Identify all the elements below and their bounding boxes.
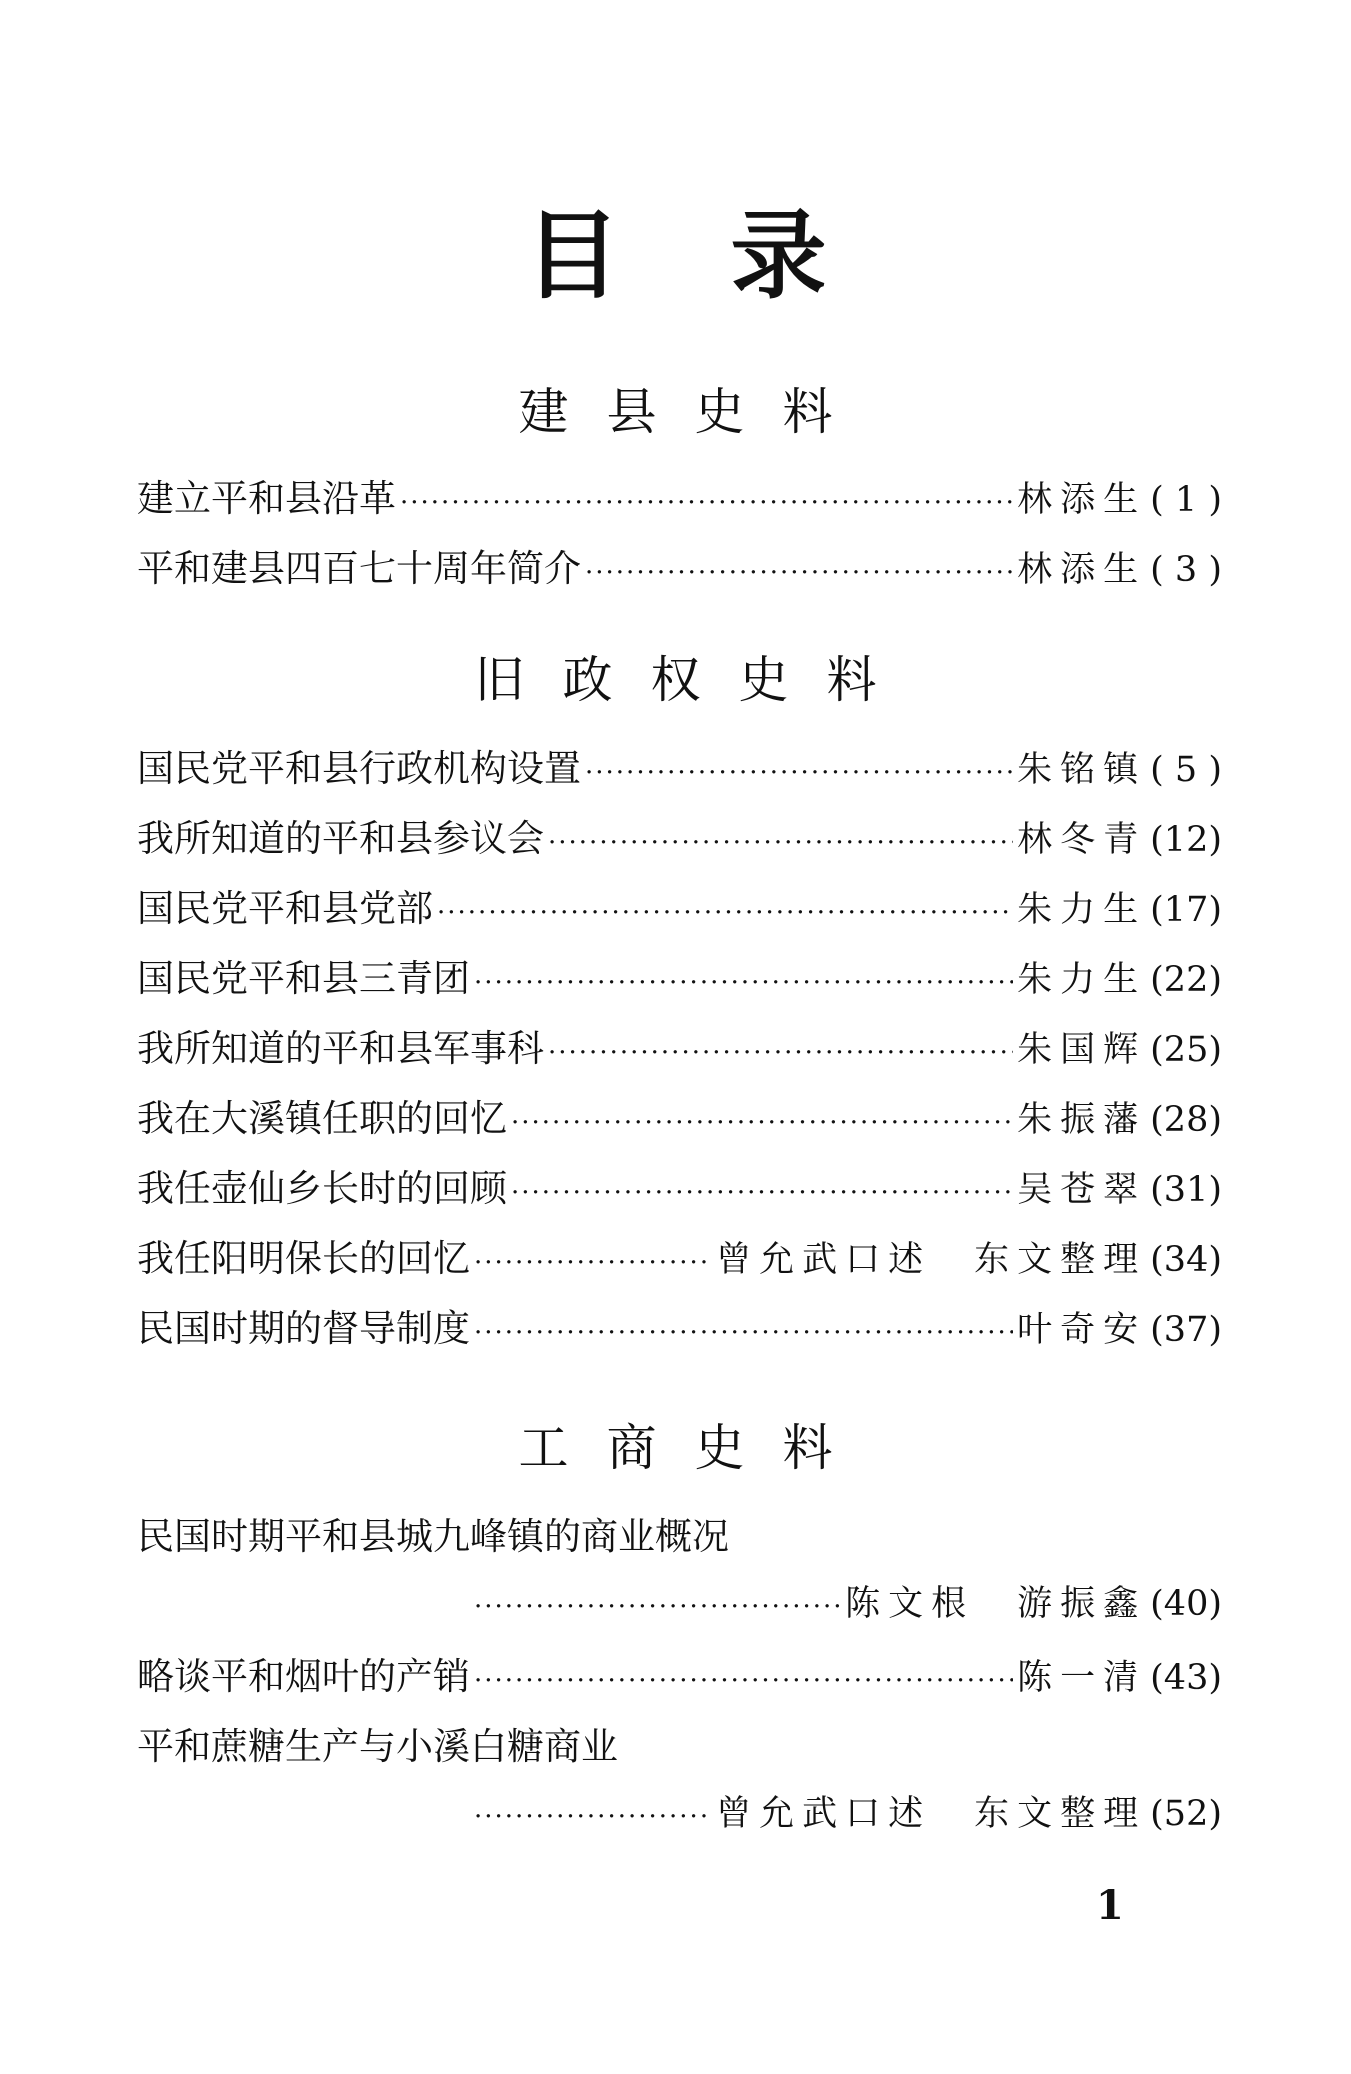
leader-dots <box>474 1666 1013 1696</box>
toc-entry-author: 林添生 <box>1017 550 1147 590</box>
toc-entry-title: 我任阳明保长的回忆 <box>137 1237 470 1280</box>
toc-entry[interactable] <box>137 1018 1222 1088</box>
leader-dots <box>511 1108 1013 1138</box>
toc-entry-page: ( 3 ) <box>1150 550 1222 590</box>
leader-dots <box>474 1592 841 1622</box>
toc-entry-title: 我在大溪镇任职的回忆 <box>137 1097 507 1140</box>
page-title: 目录 <box>524 200 937 312</box>
toc-entry-continuation[interactable] <box>470 1786 1222 1856</box>
leader-dots <box>585 558 1013 588</box>
toc-entry[interactable] <box>137 948 1222 1018</box>
leader-dots <box>548 828 1013 858</box>
leader-dots <box>474 1248 712 1278</box>
leader-dots <box>585 758 1013 788</box>
toc-entry[interactable] <box>137 1506 1222 1576</box>
toc-entry-page: (31) <box>1150 1170 1222 1210</box>
toc-entry-author: 吴苍翠 <box>1017 1170 1147 1210</box>
page-number: 1 <box>1096 1882 1124 1929</box>
leader-dots <box>511 1178 1013 1208</box>
toc-entry-page: ( 5 ) <box>1150 750 1222 790</box>
toc-entry-author: 朱力生 <box>1017 960 1147 1000</box>
toc-entry-page: ( 1 ) <box>1150 480 1222 520</box>
toc-entry-title: 国民党平和县三青团 <box>137 957 470 1000</box>
toc-entry[interactable] <box>137 1646 1222 1716</box>
leader-dots <box>474 968 1013 998</box>
leader-dots <box>474 1318 1013 1348</box>
toc-entry-author: 曾允武口述 东文整理 <box>716 1794 1147 1834</box>
toc-entry-title: 国民党平和县行政机构设置 <box>137 747 581 790</box>
toc-entry[interactable] <box>137 1088 1222 1158</box>
section-heading-gongshang: 工商史料 <box>518 1419 871 1477</box>
toc-entry-author: 曾允武口述 东文整理 <box>716 1240 1147 1280</box>
toc-entry[interactable] <box>137 538 1222 608</box>
toc-entry-page: (43) <box>1150 1658 1222 1698</box>
toc-entry-author: 陈一清 <box>1017 1658 1147 1698</box>
toc-entry-author: 陈文根 游振鑫 <box>845 1584 1147 1624</box>
toc-entry-title: 平和建县四百七十周年简介 <box>137 547 581 590</box>
toc-entry-author: 朱振藩 <box>1017 1100 1147 1140</box>
toc-entry[interactable] <box>137 738 1222 808</box>
toc-entry-title: 我所知道的平和县参议会 <box>137 817 544 860</box>
section-heading-jianxian: 建县史料 <box>518 383 871 441</box>
leader-dots <box>548 1038 1013 1068</box>
toc-entry-author: 朱国辉 <box>1017 1030 1147 1070</box>
toc-entry-page: (25) <box>1150 1030 1222 1070</box>
toc-entry-title: 我任壶仙乡长时的回顾 <box>137 1167 507 1210</box>
toc-entry-title: 我所知道的平和县军事科 <box>137 1027 544 1070</box>
toc-entry-page: (28) <box>1150 1100 1222 1140</box>
toc-entry-title: 建立平和县沿革 <box>137 477 396 520</box>
toc-entry-title: 国民党平和县党部 <box>137 887 433 930</box>
toc-entry[interactable] <box>137 468 1222 538</box>
leader-dots <box>474 1802 712 1832</box>
toc-entry-title: 民国时期平和县城九峰镇的商业概况 <box>137 1515 729 1558</box>
section-heading-jiuzhengquan: 旧政权史料 <box>474 651 915 709</box>
toc-entry-title: 民国时期的督导制度 <box>137 1307 470 1350</box>
toc-entry-page: (34) <box>1150 1240 1222 1280</box>
toc-entry-author: 叶奇安 <box>1017 1310 1147 1350</box>
toc-entry[interactable] <box>137 1716 1222 1786</box>
toc-entry[interactable] <box>137 878 1222 948</box>
toc-entry-author: 朱力生 <box>1017 890 1147 930</box>
leader-dots <box>437 898 1013 928</box>
toc-entry[interactable] <box>137 1228 1222 1298</box>
toc-entry-page: (37) <box>1150 1310 1222 1350</box>
toc-entry-title: 略谈平和烟叶的产销 <box>137 1655 470 1698</box>
toc-entry-page: (22) <box>1150 960 1222 1000</box>
toc-entry-author: 林添生 <box>1017 480 1147 520</box>
toc-entry-author: 朱铭镇 <box>1017 750 1147 790</box>
toc-entry-title: 平和蔗糖生产与小溪白糖商业 <box>137 1725 618 1768</box>
toc-entry[interactable] <box>137 1158 1222 1228</box>
toc-entry[interactable] <box>137 1298 1222 1368</box>
toc-entry-page: (52) <box>1150 1794 1222 1834</box>
toc-entry-page: (40) <box>1150 1584 1222 1624</box>
leader-dots <box>400 488 1013 518</box>
toc-entry-page: (17) <box>1150 890 1222 930</box>
toc-entry[interactable] <box>137 808 1222 878</box>
toc-entry-page: (12) <box>1150 820 1222 860</box>
toc-entry-author: 林冬青 <box>1017 820 1147 860</box>
toc-entry-continuation[interactable] <box>470 1576 1222 1646</box>
